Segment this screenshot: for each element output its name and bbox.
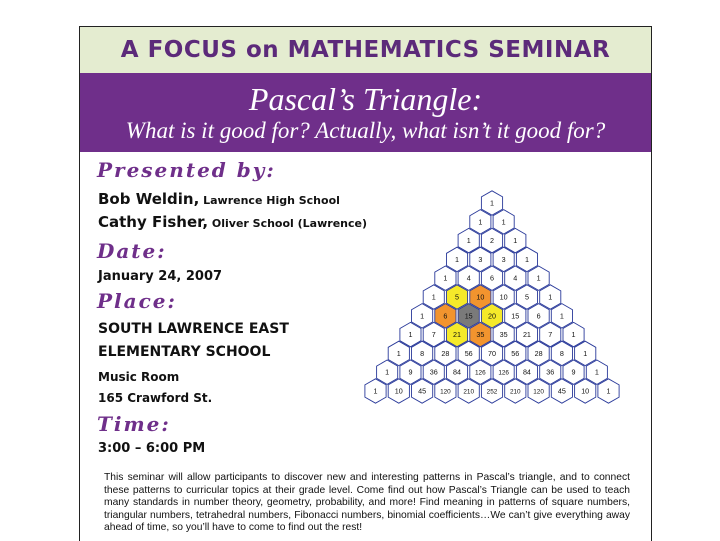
- cell-value: 45: [418, 386, 427, 396]
- cell-value: 36: [429, 367, 438, 377]
- cell-value: 6: [443, 311, 448, 321]
- presenter-affiliation: Lawrence High School: [199, 194, 340, 207]
- time-heading: Time:: [97, 412, 171, 436]
- cell-value: 7: [548, 330, 553, 340]
- cell-value: 6: [490, 273, 494, 283]
- cell-value: 2: [490, 236, 494, 246]
- flyer-title: Pascal’s Triangle:: [248, 81, 483, 117]
- cell-value: 4: [466, 273, 471, 283]
- cell-value: 1: [490, 198, 494, 208]
- cell-value: 84: [453, 367, 462, 377]
- pascals-triangle-diagram: [362, 189, 622, 429]
- cell-value: 15: [464, 311, 473, 321]
- cell-value: 1: [396, 348, 401, 358]
- cell-value: 1: [524, 254, 529, 264]
- triangle-cell: [481, 266, 502, 290]
- date-heading: Date:: [97, 239, 167, 263]
- triangle-cell: [481, 228, 502, 252]
- presented-by-heading: Presented by:: [97, 158, 276, 182]
- cell-value: 28: [441, 348, 450, 358]
- cell-value: 210: [509, 388, 521, 396]
- seminar-flyer: [79, 26, 652, 541]
- seminar-description: This seminar will allow participants to discover new and interesting patterns in Pascal’s triangle, and to connect these patterns to curricular topics at their grade level. Come find out how Pascal’s Triangle can be used to teach many standards in number theory, geometry, probability, and more! Find meaning in patterns of square numbers, triangular numbers, tetrahedral numbers, Fibonacci numbers, binomial coefficients…We can’t give everything away ahead of time, so you’ll have to come to find out the rest!: [104, 472, 630, 534]
- cell-value: 4: [513, 273, 518, 283]
- cell-value: 1: [536, 273, 541, 283]
- cell-value: 5: [455, 292, 460, 302]
- cell-value: 9: [571, 367, 576, 377]
- cell-value: 3: [501, 254, 506, 264]
- cell-value: 15: [511, 311, 520, 321]
- cell-value: 1: [571, 330, 576, 340]
- place-room: Music Room: [98, 370, 180, 384]
- presenter-affiliation: Oliver School (Lawrence): [208, 217, 367, 230]
- cell-value: 36: [546, 367, 555, 377]
- cell-value: 8: [420, 348, 425, 358]
- triangle-cell: [481, 304, 502, 328]
- date-value: January 24, 2007: [98, 269, 223, 284]
- presenter-name: Bob Weldin,: [98, 190, 200, 208]
- cell-value: 5: [524, 292, 529, 302]
- triangle-cell: [388, 341, 409, 365]
- cell-value: 35: [499, 330, 508, 340]
- cell-value: 1: [420, 311, 425, 321]
- cell-value: 1: [513, 236, 518, 246]
- cell-value: 1: [455, 254, 460, 264]
- cell-value: 10: [499, 292, 508, 302]
- cell-value: 1: [548, 292, 553, 302]
- cell-value: 9: [408, 367, 413, 377]
- place-line-1: SOUTH LAWRENCE EAST: [98, 321, 289, 337]
- cell-value: 56: [511, 348, 520, 358]
- presenter-2: [98, 212, 367, 231]
- cell-value: 35: [476, 330, 485, 340]
- place-line-2: ELEMENTARY SCHOOL: [98, 344, 271, 360]
- cell-value: 1: [606, 386, 611, 396]
- cell-value: 210: [463, 388, 475, 396]
- presenter-1: [98, 189, 340, 208]
- cell-value: 1: [408, 330, 413, 340]
- cell-value: 120: [440, 388, 451, 396]
- triangle-cell: [528, 379, 549, 403]
- cell-value: 84: [522, 367, 531, 377]
- triangle-cell: [481, 379, 502, 403]
- cell-value: 120: [533, 388, 544, 396]
- place-heading: Place:: [97, 289, 177, 313]
- cell-value: 70: [488, 348, 496, 358]
- cell-value: 21: [522, 330, 531, 340]
- cell-value: 1: [373, 386, 378, 396]
- cell-value: 56: [464, 348, 473, 358]
- cell-value: 10: [581, 386, 590, 396]
- cell-value: 1: [583, 348, 588, 358]
- cell-value: 45: [557, 386, 566, 396]
- cell-value: 6: [536, 311, 541, 321]
- cell-value: 1: [501, 217, 506, 227]
- triangle-cell: [528, 266, 549, 290]
- cell-value: 252: [486, 388, 498, 396]
- cell-value: 3: [478, 254, 483, 264]
- cell-value: 1: [478, 217, 483, 227]
- cell-value: 28: [534, 348, 543, 358]
- cell-value: 1: [431, 292, 436, 302]
- cell-value: 8: [559, 348, 564, 358]
- cell-value: 1: [443, 273, 448, 283]
- cell-value: 10: [476, 292, 485, 302]
- triangle-cell: [481, 341, 502, 365]
- cell-value: 1: [594, 367, 599, 377]
- title-band: [80, 73, 651, 152]
- cell-value: 126: [475, 369, 486, 377]
- triangle-cell: [388, 379, 409, 403]
- cell-value: 20: [488, 311, 496, 321]
- cell-value: 1: [466, 236, 471, 246]
- time-value: 3:00 – 6:00 PM: [98, 441, 206, 456]
- cell-value: 10: [394, 386, 403, 396]
- triangle-cell: [481, 191, 502, 215]
- cell-value: 1: [559, 311, 564, 321]
- triangle-cell: [528, 341, 549, 365]
- cell-value: 126: [498, 369, 509, 377]
- cell-value: 1: [385, 367, 390, 377]
- triangle-cell: [528, 304, 549, 328]
- flyer-subtitle: What is it good for? Actually, what isn’t it good for?: [125, 118, 606, 143]
- cell-value: 21: [453, 330, 462, 340]
- place-street: 165 Crawford St.: [98, 391, 213, 405]
- seminar-banner: A FOCUS on MATHEMATICS SEMINAR: [80, 27, 651, 73]
- cell-value: 7: [431, 330, 436, 340]
- presenter-name: Cathy Fisher,: [98, 213, 209, 231]
